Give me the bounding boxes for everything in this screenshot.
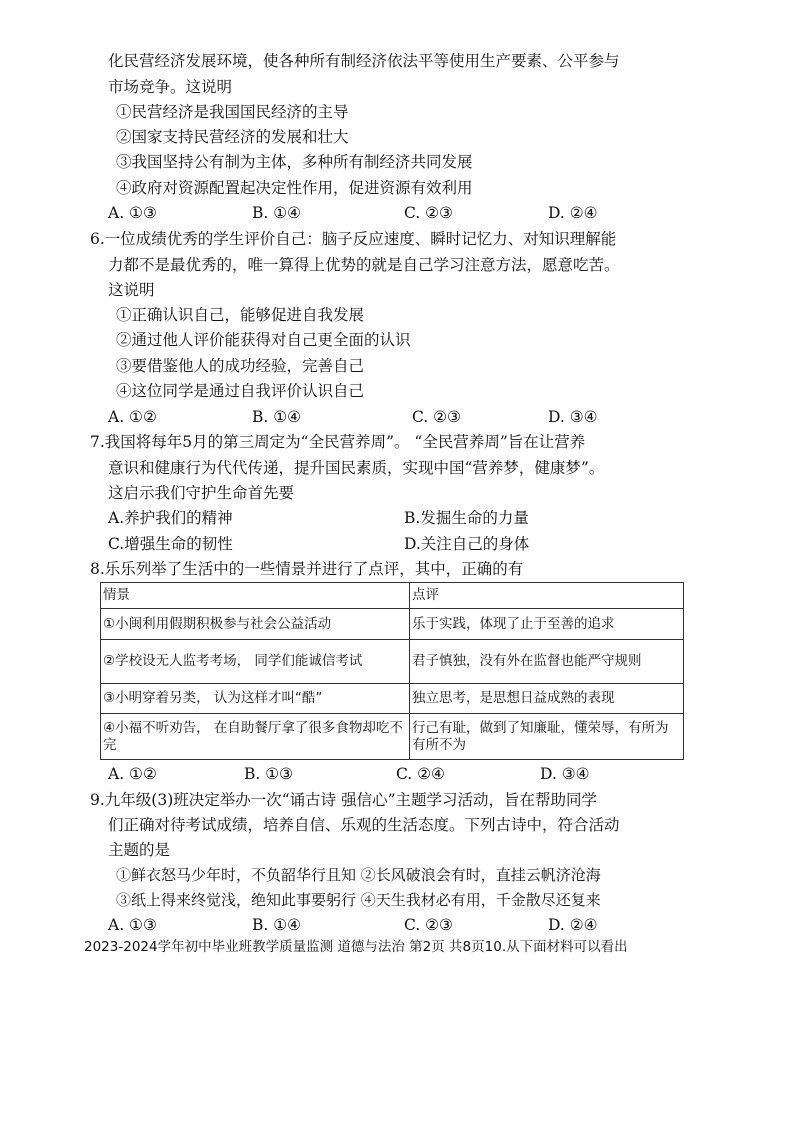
q9-stem-line-3: 主题的是 xyxy=(108,841,171,859)
q7-stem-line-1: 7.我国将每年5月的第三周定为“全民营养周”。 “全民营养周”旨在让营养 xyxy=(90,433,586,451)
q6-stem-line-3: 这说明 xyxy=(108,281,155,299)
q7-option-a[interactable]: A.养护我们的精神 xyxy=(108,509,233,527)
q8-option-a[interactable]: A. ①② xyxy=(108,765,157,783)
q5-option-d[interactable]: D. ②④ xyxy=(548,204,598,222)
q6-option-b[interactable]: B. ①④ xyxy=(252,408,302,426)
q6-option-c[interactable]: C. ②③ xyxy=(412,408,461,426)
q5-option-a[interactable]: A. ①③ xyxy=(108,204,157,222)
page-footer: 2023-2024学年初中毕业班教学质量监测 道德与法治 第2页 共8页10.从下面材料可以看出 xyxy=(84,939,628,955)
q6-option-a[interactable]: A. ①② xyxy=(108,408,157,426)
table-cell-comment: 乐于实践，体现了止于至善的追求 xyxy=(410,609,684,640)
q6-item-1: ①正确认识自己，能够促进自我发展 xyxy=(116,306,365,324)
q8-stem: 8.乐乐列举了生活中的一些情景并进行了点评，其中，正确的有 xyxy=(90,560,524,578)
q5-item-4: ④政府对资源配置起决定性作用，促进资源有效利用 xyxy=(116,179,473,197)
q6-item-2: ②通过他人评价能获得对自己更全面的认识 xyxy=(116,331,411,349)
q9-option-d[interactable]: D. ②④ xyxy=(548,916,598,934)
table-row xyxy=(101,640,684,684)
table-cell-scene: ①小闽利用假期积极参与社会公益活动 xyxy=(101,609,410,640)
q5-option-b[interactable]: B. ①④ xyxy=(252,204,302,222)
table-cell-comment: 行己有耻，做到了知廉耻，懂荣辱，有所为有所不为 xyxy=(410,714,684,760)
q9-option-c[interactable]: C. ②③ xyxy=(404,916,453,934)
q5-item-2: ②国家支持民营经济的发展和壮大 xyxy=(116,128,349,146)
table-cell-comment: 君子慎独，没有外在监督也能严守规则 xyxy=(410,640,684,684)
q5-item-1: ①民营经济是我国国民经济的主导 xyxy=(116,103,349,121)
q9-poems-line-1: ①鲜衣怒马少年时，不负韶华行且知 ②长风破浪会有时，直挂云帆济沧海 xyxy=(116,866,601,884)
table-cell-scene: ③小明穿着另类， 认为这样才叫“酷” xyxy=(101,684,410,714)
q9-poems-line-2: ③纸上得来终觉浅，绝知此事要躬行 ④天生我材必有用，千金散尽还复来 xyxy=(116,891,601,909)
table-cell-comment: 独立思考，是思想日益成熟的表现 xyxy=(410,684,684,714)
q9-option-a[interactable]: A. ①③ xyxy=(108,916,157,934)
q8-option-b[interactable]: B. ①③ xyxy=(244,765,294,783)
table-header-scene: 情景 xyxy=(101,583,410,609)
q8-option-c[interactable]: C. ②④ xyxy=(396,765,445,783)
q7-option-c[interactable]: C.增强生命的韧性 xyxy=(108,535,233,553)
q6-item-4: ④这位同学是通过自我评价认识自己 xyxy=(116,382,365,400)
table-cell-scene: ④小福不听劝告， 在自助餐厅拿了很多食物却吃不完 xyxy=(101,714,410,760)
q8-option-d[interactable]: D. ③④ xyxy=(540,765,590,783)
q5-stem-line-1: 化民营经济发展环境，使各种所有制经济依法平等使用生产要素、公平参与 xyxy=(108,52,620,70)
q5-option-c[interactable]: C. ②③ xyxy=(404,204,453,222)
q5-item-3: ③我国坚持公有制为主体，多种所有制经济共同发展 xyxy=(116,153,473,171)
q7-stem-line-3: 这启示我们守护生命首先要 xyxy=(108,484,295,502)
q7-stem-line-2: 意识和健康行为代代传递，提升国民素质，实现中国“营养梦，健康梦”。 xyxy=(108,459,605,477)
table-header-comment: 点评 xyxy=(410,583,684,609)
table-row xyxy=(101,609,684,640)
table-cell-scene: ②学校设无人监考考场， 同学们能诚信考试 xyxy=(101,640,410,684)
q9-option-b[interactable]: B. ①④ xyxy=(252,916,302,934)
q6-item-3: ③要借鉴他人的成功经验，完善自己 xyxy=(116,357,365,375)
table-row xyxy=(101,684,684,714)
q5-stem-line-2: 市场竞争。这说明 xyxy=(108,78,233,96)
q6-stem-line-1: 6.一位成绩优秀的学生评价自己：脑子反应速度、瞬时记忆力、对知识理解能 xyxy=(90,230,617,248)
q7-option-d[interactable]: D.关注自己的身体 xyxy=(404,535,530,553)
table-header-row xyxy=(101,583,684,609)
q9-stem-line-2: 们正确对待考试成绩，培养自信、乐观的生活态度。下列古诗中，符合活动 xyxy=(108,816,620,834)
q8-table xyxy=(100,582,684,760)
table-row xyxy=(101,714,684,760)
q9-stem-line-1: 9.九年级(3)班决定举办一次“诵古诗 强信心”主题学习活动，旨在帮助同学 xyxy=(90,791,598,809)
q6-option-d[interactable]: D. ③④ xyxy=(548,408,598,426)
q7-option-b[interactable]: B.发掘生命的力量 xyxy=(404,509,529,527)
q6-stem-line-2: 力都不是最优秀的，唯一算得上优势的就是自己学习注意方法，愿意吃苦。 xyxy=(108,256,620,274)
